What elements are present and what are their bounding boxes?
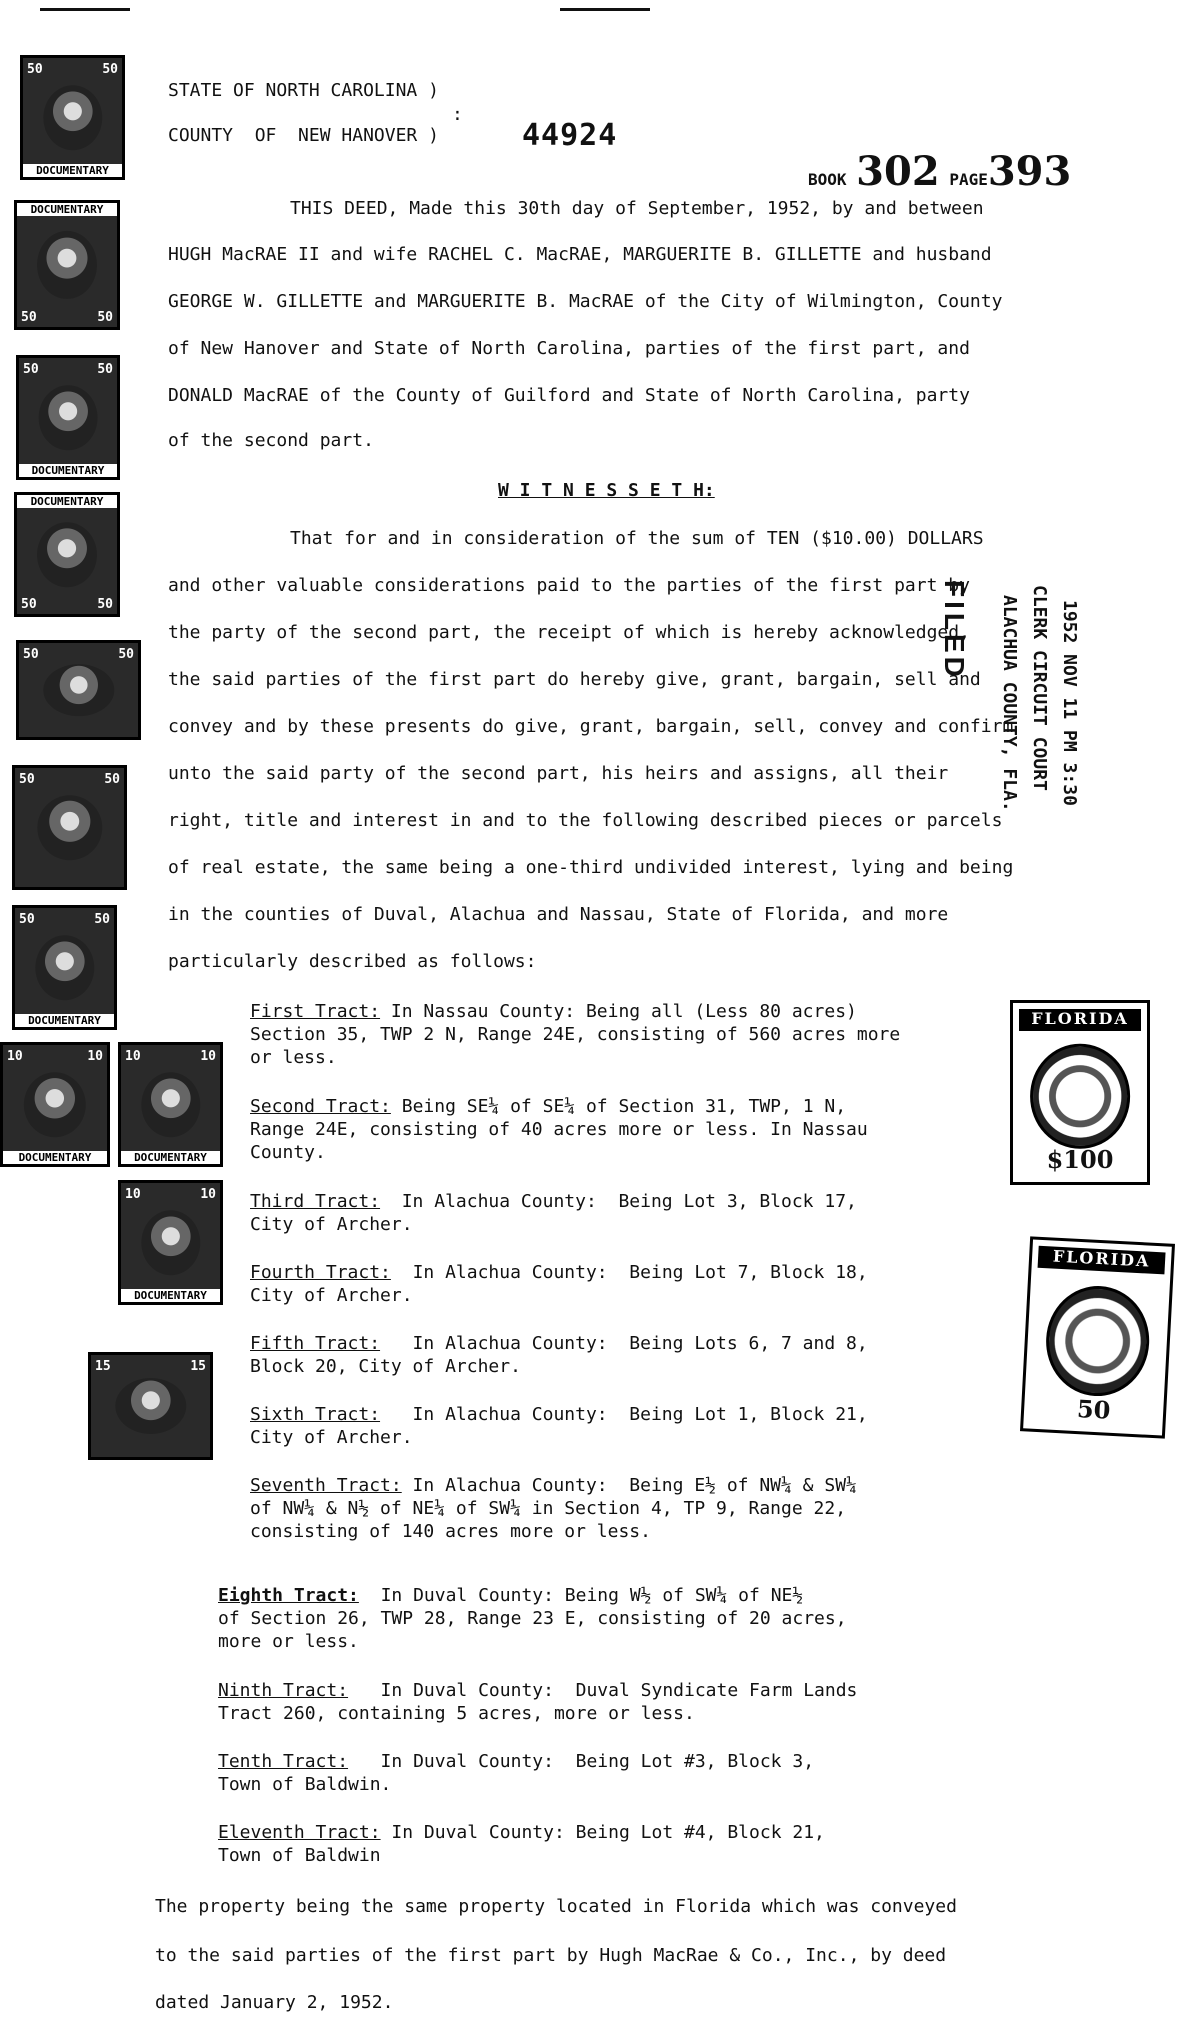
tract-ninth xyxy=(218,1679,857,1725)
tract-name: Ninth Tract: xyxy=(218,1680,349,1701)
tract-text: Being SE¼ of SE¼ of Section 31, TWP, 1 N, Range 24E, consisting of 40 acres more or less. In Nassau County. xyxy=(250,1096,868,1163)
consideration-line: right, title and interest in and to the following described pieces or parcels xyxy=(168,810,1003,831)
closing-line: dated January 2, 1952. xyxy=(155,1992,394,2013)
book-page-stamp xyxy=(808,148,1071,195)
closing-line: The property being the same property located in Florida which was conveyed xyxy=(155,1896,957,1917)
tract-text: In Alachua County: Being Lot 7, Block 18, City of Archer. xyxy=(250,1262,868,1306)
portrait-icon xyxy=(24,1072,86,1137)
portrait-icon xyxy=(43,664,114,716)
documentary-stamp xyxy=(12,905,117,1030)
stamp-label: DOCUMENTARY xyxy=(3,1151,107,1164)
filed-stamp-date: 1952 NOV 11 PM 3:30 xyxy=(1059,600,1080,806)
documentary-stamp xyxy=(14,200,120,330)
filed-stamp: FILED xyxy=(939,580,970,681)
consideration-line: in the counties of Duval, Alachua and Nassau, State of Florida, and more xyxy=(168,904,949,925)
portrait-icon xyxy=(37,795,102,860)
consideration-line: unto the said party of the second part, his heirs and assigns, all their xyxy=(168,763,949,784)
portrait-icon xyxy=(43,85,102,150)
tract-name: Fourth Tract: xyxy=(250,1262,391,1283)
documentary-stamp xyxy=(88,1352,213,1460)
tract-eighth xyxy=(218,1584,847,1653)
intro-line: of New Hanover and State of North Carolina, parties of the first part, and xyxy=(168,338,970,359)
tract-name: Eleventh Tract: xyxy=(218,1822,381,1843)
florida-stamp-amount: 50 xyxy=(1076,1394,1112,1425)
tract-tenth xyxy=(218,1750,814,1796)
header-colon: : xyxy=(452,104,463,125)
portrait-icon xyxy=(39,385,98,450)
consideration-line: the said parties of the first part do hereby give, grant, bargain, sell and xyxy=(168,669,981,690)
tract-name: Third Tract: xyxy=(250,1191,381,1212)
tract-name: Second Tract: xyxy=(250,1096,391,1117)
stamp-label: DOCUMENTARY xyxy=(17,203,117,216)
tract-name: Sixth Tract: xyxy=(250,1404,381,1425)
tract-text: In Alachua County: Being Lot 3, Block 17, City of Archer. xyxy=(250,1191,857,1235)
stamp-value: 10 10 xyxy=(7,1049,103,1064)
stamp-value: 50 50 xyxy=(19,772,120,787)
documentary-stamp xyxy=(14,492,120,617)
book-value: 302 xyxy=(856,148,940,195)
portrait-icon xyxy=(141,1210,200,1275)
florida-seal-icon xyxy=(1043,1284,1152,1399)
tract-name: Eighth Tract: xyxy=(218,1585,359,1606)
tract-text: In Duval County: Duval Syndicate Farm Lands Tract 260, containing 5 acres, more or less. xyxy=(218,1680,858,1724)
tract-text: In Alachua County: Being E½ of NW¼ & SW¼ of NW¼ & N½ of NE¼ of SW¼ in Section 4, TP 9, Range 22, consisting of 140 acres more or less. xyxy=(250,1475,857,1542)
intro-line: of the second part. xyxy=(168,430,374,451)
tract-third xyxy=(250,1190,857,1236)
portrait-icon xyxy=(37,231,97,299)
tract-seventh xyxy=(250,1474,857,1543)
tract-fourth xyxy=(250,1261,868,1307)
consideration-line: of real estate, the same being a one-third undivided interest, lying and being xyxy=(168,857,1014,878)
tract-text: In Duval County: Being Lot #3, Block 3, Town of Baldwin. xyxy=(218,1751,815,1795)
portrait-icon xyxy=(37,522,97,587)
tract-text: In Duval County: Being Lot #4, Block 21, Town of Baldwin xyxy=(218,1822,825,1866)
intro-line: GEORGE W. GILLETTE and MARGUERITE B. MacRAE of the City of Wilmington, County xyxy=(168,291,1003,312)
florida-stamp-label: FLORIDA xyxy=(1038,1246,1166,1275)
stamp-value: 50 50 xyxy=(21,310,113,325)
stamp-value: 10 10 xyxy=(125,1049,216,1064)
filed-stamp-clerk: CLERK CIRCUIT COURT xyxy=(1029,585,1050,791)
page-value: 393 xyxy=(987,148,1072,195)
page-label: PAGE xyxy=(949,170,988,189)
documentary-stamp xyxy=(0,1042,110,1167)
tract-text: In Duval County: Being W½ of SW¼ of NE½ of Section 26, TWP 28, Range 23 E, consisting of 20 acres, more or less. xyxy=(218,1585,847,1652)
tract-name: Tenth Tract: xyxy=(218,1751,349,1772)
tract-name: Fifth Tract: xyxy=(250,1333,381,1354)
stamp-value: 50 50 xyxy=(19,912,110,927)
stamp-label: DOCUMENTARY xyxy=(121,1151,220,1164)
tract-fifth xyxy=(250,1332,868,1378)
stamp-value: 50 50 xyxy=(27,62,118,77)
documentary-stamp xyxy=(16,355,120,480)
closing-line: to the said parties of the first part by Hugh MacRae & Co., Inc., by deed xyxy=(155,1945,947,1966)
portrait-icon xyxy=(115,1378,186,1434)
tract-text: In Nassau County: Being all (Less 80 acres) Section 35, TWP 2 N, Range 24E, consisting of 560 acres more or less. xyxy=(250,1001,901,1068)
consideration-line: That for and in consideration of the sum of TEN ($10.00) DOLLARS xyxy=(290,528,984,549)
stamp-value: 50 50 xyxy=(23,647,134,662)
stamp-label: DOCUMENTARY xyxy=(121,1289,220,1302)
consideration-line: and other valuable considerations paid to the parties of the first part by xyxy=(168,575,970,596)
state-line: STATE OF NORTH CAROLINA ) xyxy=(168,80,439,101)
top-rule-left xyxy=(40,8,130,11)
stamp-label: DOCUMENTARY xyxy=(15,1014,114,1027)
book-label: BOOK xyxy=(808,170,847,189)
tract-name: Seventh Tract: xyxy=(250,1475,402,1496)
stamp-value: 50 50 xyxy=(21,597,113,612)
stamp-value: 15 15 xyxy=(95,1359,206,1374)
stamp-label: DOCUMENTARY xyxy=(23,164,122,177)
documentary-stamp xyxy=(20,55,125,180)
tract-name: First Tract: xyxy=(250,1001,381,1022)
florida-stamp xyxy=(1020,1236,1175,1438)
florida-stamp-amount: $100 xyxy=(1046,1145,1114,1174)
portrait-icon xyxy=(141,1072,200,1137)
intro-line: HUGH MacRAE II and wife RACHEL C. MacRAE, MARGUERITE B. GILLETTE and husband xyxy=(168,244,992,265)
witnesseth-heading: W I T N E S S E T H: xyxy=(498,480,715,501)
stamp-label: DOCUMENTARY xyxy=(17,495,117,508)
documentary-stamp xyxy=(118,1042,223,1167)
document-number: 44924 xyxy=(522,118,618,153)
stamp-value: 50 50 xyxy=(23,362,113,377)
consideration-line: the party of the second part, the receipt of which is hereby acknowledged, xyxy=(168,622,970,643)
consideration-line: particularly described as follows: xyxy=(168,951,537,972)
stamp-label: DOCUMENTARY xyxy=(19,464,117,477)
documentary-stamp xyxy=(16,640,141,740)
florida-stamp xyxy=(1010,1000,1150,1185)
tract-text: In Alachua County: Being Lot 1, Block 21, City of Archer. xyxy=(250,1404,868,1448)
intro-line: DONALD MacRAE of the County of Guilford and State of North Carolina, party xyxy=(168,385,970,406)
documentary-stamp xyxy=(118,1180,223,1305)
stamp-value: 10 10 xyxy=(125,1187,216,1202)
documentary-stamp xyxy=(12,765,127,890)
tract-text: In Alachua County: Being Lots 6, 7 and 8, Block 20, City of Archer. xyxy=(250,1333,868,1377)
consideration-line: convey and by these presents do give, grant, bargain, sell, convey and confirm xyxy=(168,716,1014,737)
florida-stamp-label: FLORIDA xyxy=(1019,1009,1141,1031)
florida-seal-icon xyxy=(1030,1044,1130,1148)
portrait-icon xyxy=(35,935,94,1000)
tract-sixth xyxy=(250,1403,868,1449)
top-rule-right xyxy=(560,8,650,11)
county-line: COUNTY OF NEW HANOVER ) xyxy=(168,125,439,146)
tract-eleventh xyxy=(218,1821,825,1867)
intro-line: THIS DEED, Made this 30th day of September, 1952, by and between xyxy=(290,198,984,219)
tract-second xyxy=(250,1095,868,1164)
filed-stamp-county: ALACHUA COUNTY, FLA. xyxy=(999,595,1020,812)
tract-first xyxy=(250,1000,900,1069)
